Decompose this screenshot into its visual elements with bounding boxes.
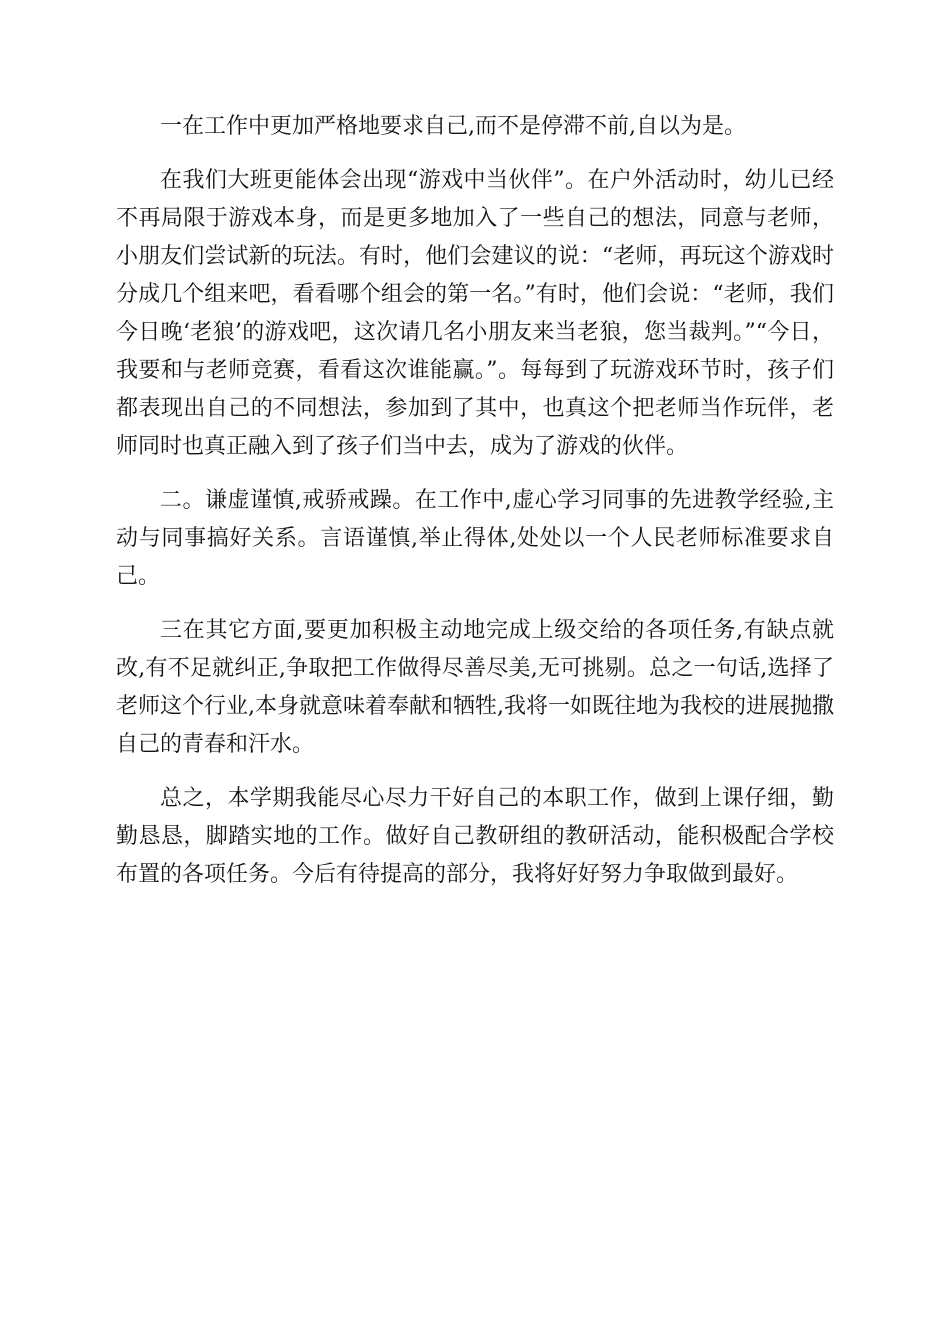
- document-body: [116, 108, 834, 910]
- paragraph-3: 二。谦虚谨慎,戒骄戒躁。在工作中,虚心学习同事的先进教学经验,主动与同事搞好关系。言语谨慎,举止得体,处处以一个人民老师标准要求自己。: [116, 488, 834, 589]
- paragraph-2: 在我们大班更能体会出现“游戏中当伙伴”。在户外活动时，幼儿已经不再局限于游戏本身，而是更多地加入了一些自己的想法，同意与老师，小朋友们尝试新的玩法。有时，他们会建议的说：“老师，再玩这个游戏时分成几个组来吧，看看哪个组会的第一名。”有时，他们会说：“老师，我们今日晚‘老狼’的游戏吧，这次请几名小朋友来当老狼，您当裁判。”“今日，我要和与老师竞赛，看看这次谁能赢。”。每每到了玩游戏环节时，孩子们都表现出自己的不同想法，参加到了其中，也真这个把老师当作玩伴，老师同时也真正融入到了孩子们当中去，成为了游戏的伙伴。: [116, 168, 834, 459]
- paragraph-5: 总之，本学期我能尽心尽力干好自己的本职工作，做到上课仔细，勤勤恳恳，脚踏实地的工作。做好自己教研组的教研活动，能积极配合学校布置的各项任务。今后有待提高的部分，我将好好努力争取做到最好。: [116, 786, 834, 887]
- paragraph-1: 一在工作中更加严格地要求自己,而不是停滞不前,自以为是。: [160, 114, 746, 139]
- paragraph-4: 三在其它方面,要更加积极主动地完成上级交给的各项任务,有缺点就改,有不足就纠正,争取把工作做得尽善尽美,无可挑剔。总之一句话,选择了老师这个行业,本身就意味着奉献和牺牲,我将一如既往地为我校的进展抛撒自己的青春和汗水。: [116, 618, 834, 757]
